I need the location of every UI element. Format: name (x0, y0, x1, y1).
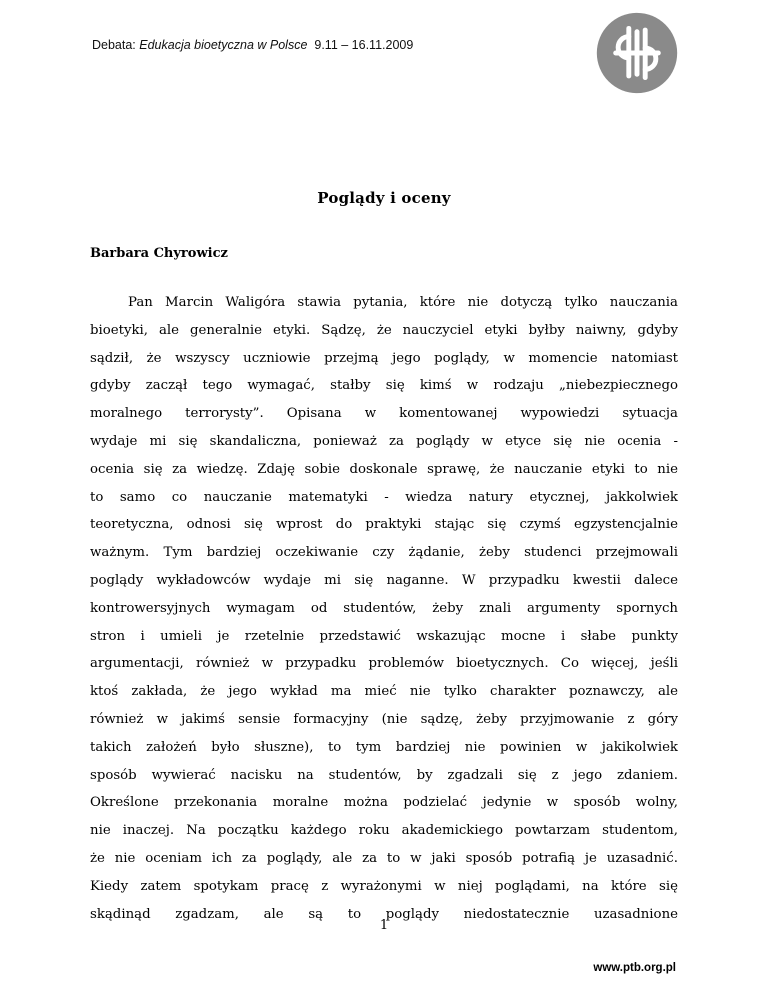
text-line: ocenia się za wiedzę. Zdaję sobie doskonale sprawę, że nauczanie etyki to nie (90, 461, 678, 477)
text-line: wydaje mi się skandaliczna, ponieważ za poglądy w etyce się nie ocenia - (90, 433, 678, 449)
text-line: to samo co nauczanie matematyki - wiedza natury etycznej, jakkolwiek (90, 489, 678, 505)
text-line: bioetyki, ale generalnie etyki. Sądzę, że nauczyciel etyki byłby naiwny, gdyby (90, 322, 678, 338)
text-line: takich założeń było słuszne), to tym bardziej nie powinien w jakikolwiek (90, 739, 678, 755)
ptb-logo-icon (596, 12, 678, 94)
text-line: stron i umieli je rzetelnie przedstawić wskazując mocne i słabe punkty (90, 628, 678, 644)
document-header (92, 38, 413, 52)
footer-url: www.ptb.org.pl (593, 962, 676, 974)
text-line: Pan Marcin Waligóra stawia pytania, które nie dotyczą tylko nauczania (128, 295, 678, 310)
text-line: ktoś zakłada, że jego wykład ma mieć nie tylko charakter poznawczy, ale (90, 684, 678, 700)
text-line: nie inaczej. Na początku każdego roku akademickiego powtarzam studentom, (90, 823, 678, 839)
body-text (90, 293, 678, 932)
text-line: Określone przekonania moralne można podzielać jedynie w sposób wolny, (90, 795, 678, 811)
text-line: sposób wywierać nacisku na studentów, by zgadzali się z jego zdaniem. (90, 767, 678, 783)
text-line: sądził, że wszyscy uczniowie przejmą jego poglądy, w momencie natomiast (90, 350, 678, 366)
header-debate-title: Edukacja bioetyczna w Polsce (139, 38, 308, 52)
author-name: Barbara Chyrowicz (90, 246, 228, 261)
document-title: Poglądy i oceny (317, 189, 451, 207)
text-line: ważnym. Tym bardziej oczekiwanie czy żądanie, żeby studenci przejmowali (90, 545, 678, 561)
text-line: Kiedy zatem spotykam pracę z wyrażonymi w niej poglądami, na które się (90, 878, 678, 894)
text-line: kontrowersyjnych wymagam od studentów, żeby znali argumenty spornych (90, 600, 678, 616)
text-line: również w jakimś sensie formacyjny (nie sądzę, żeby przyjmowanie z góry (90, 711, 678, 727)
header-prefix: Debata: (92, 38, 140, 52)
text-line: poglądy wykładowców wydaje mi się naganne. W przypadku kwestii dalece (90, 572, 678, 588)
page-number: 1 (379, 918, 389, 933)
text-line: moralnego terrorysty”. Opisana w komentowanej wypowiedzi sytuacja (90, 406, 678, 422)
text-line: że nie oceniam ich za poglądy, ale za to w jaki sposób potrafią je uzasadnić. (90, 850, 678, 866)
text-line: gdyby zaczął tego wymagać, stałby się kimś w rodzaju „niebezpiecznego (90, 378, 678, 394)
text-line: skądinąd zgadzam, ale są to poglądy niedostatecznie uzasadnione (90, 906, 678, 922)
text-line: teoretyczna, odnosi się wprost do praktyki stając się czymś egzystencjalnie (90, 517, 678, 533)
text-line: argumentacji, również w przypadku problemów bioetycznych. Co więcej, jeśli (90, 656, 678, 672)
header-dates: 9.11 – 16.11.2009 (307, 38, 414, 52)
